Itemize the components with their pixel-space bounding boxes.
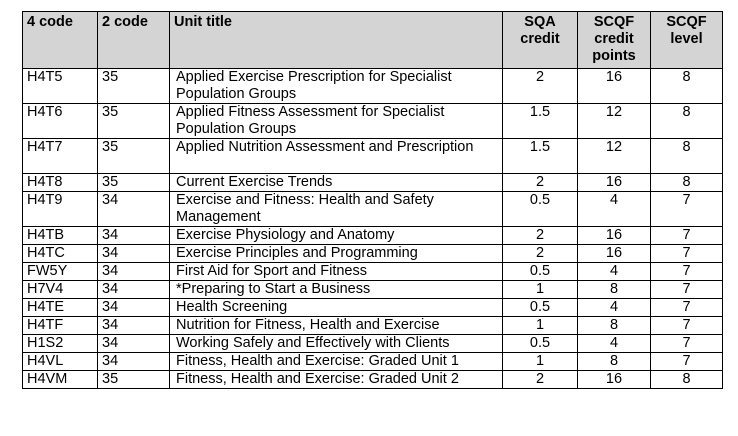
cell-unit-title: Fitness, Health and Exercise: Graded Unit 2 (170, 371, 503, 389)
cell-unit-title: Applied Fitness Assessment for Specialist Population Groups (170, 104, 503, 139)
header-2-code: 2 code (98, 12, 170, 69)
cell-2-code: 35 (98, 139, 170, 174)
cell-scqf-level: 7 (651, 299, 723, 317)
units-table (22, 11, 723, 389)
cell-unit-title: Current Exercise Trends (170, 174, 503, 192)
cell-sqa-credit: 2 (503, 245, 578, 263)
table-row (23, 371, 723, 389)
cell-scqf-level: 7 (651, 227, 723, 245)
cell-scqf-credit-points: 16 (578, 174, 651, 192)
cell-4-code: FW5Y (23, 263, 98, 281)
cell-scqf-credit-points: 12 (578, 104, 651, 139)
header-scqf-level (651, 12, 723, 69)
table-row (23, 104, 723, 139)
table-row (23, 353, 723, 371)
cell-scqf-level: 7 (651, 335, 723, 353)
cell-scqf-level: 8 (651, 69, 723, 104)
cell-unit-title: Exercise and Fitness: Health and Safety Management (170, 192, 503, 227)
cell-sqa-credit: 1 (503, 317, 578, 335)
cell-2-code: 34 (98, 317, 170, 335)
header-row (23, 12, 723, 69)
cell-scqf-credit-points: 16 (578, 227, 651, 245)
table-header (23, 12, 723, 69)
cell-2-code: 35 (98, 104, 170, 139)
cell-scqf-level: 7 (651, 192, 723, 227)
cell-sqa-credit: 0.5 (503, 299, 578, 317)
cell-4-code: H1S2 (23, 335, 98, 353)
header-points-line3: points (592, 48, 636, 64)
cell-2-code: 34 (98, 263, 170, 281)
header-sqa-credit (503, 12, 578, 69)
cell-scqf-credit-points: 16 (578, 69, 651, 104)
cell-scqf-level: 8 (651, 139, 723, 174)
cell-4-code: H7V4 (23, 281, 98, 299)
cell-sqa-credit: 2 (503, 69, 578, 104)
table-body (23, 69, 723, 389)
header-level-line2: level (670, 31, 703, 47)
cell-unit-title: Health Screening (170, 299, 503, 317)
cell-2-code: 34 (98, 281, 170, 299)
cell-2-code: 35 (98, 174, 170, 192)
cell-unit-title: *Preparing to Start a Business (170, 281, 503, 299)
cell-4-code: H4TF (23, 317, 98, 335)
cell-sqa-credit: 1.5 (503, 139, 578, 174)
cell-2-code: 34 (98, 335, 170, 353)
header-level-line1: SCQF (666, 14, 707, 30)
table-row (23, 281, 723, 299)
header-unit-title: Unit title (170, 12, 503, 69)
header-points-line1: SCQF (593, 14, 635, 30)
cell-scqf-level: 7 (651, 245, 723, 263)
cell-4-code: H4TB (23, 227, 98, 245)
cell-2-code: 34 (98, 227, 170, 245)
table-row (23, 227, 723, 245)
cell-sqa-credit: 0.5 (503, 192, 578, 227)
cell-2-code: 34 (98, 245, 170, 263)
cell-scqf-credit-points: 4 (578, 299, 651, 317)
cell-sqa-credit: 1 (503, 281, 578, 299)
table-row (23, 192, 723, 227)
cell-scqf-level: 7 (651, 353, 723, 371)
cell-4-code: H4TC (23, 245, 98, 263)
cell-4-code: H4T9 (23, 192, 98, 227)
cell-scqf-level: 8 (651, 371, 723, 389)
cell-sqa-credit: 0.5 (503, 263, 578, 281)
cell-2-code: 35 (98, 371, 170, 389)
cell-2-code: 34 (98, 299, 170, 317)
cell-4-code: H4T7 (23, 139, 98, 174)
cell-unit-title: Exercise Physiology and Anatomy (170, 227, 503, 245)
table-row (23, 69, 723, 104)
cell-scqf-credit-points: 4 (578, 335, 651, 353)
header-sqa-line2: credit (520, 31, 560, 47)
table-row (23, 263, 723, 281)
cell-2-code: 34 (98, 353, 170, 371)
cell-2-code: 34 (98, 192, 170, 227)
cell-scqf-credit-points: 12 (578, 139, 651, 174)
cell-scqf-credit-points: 4 (578, 263, 651, 281)
cell-unit-title: Fitness, Health and Exercise: Graded Unit 1 (170, 353, 503, 371)
cell-4-code: H4T6 (23, 104, 98, 139)
header-scqf-credit-points (578, 12, 651, 69)
cell-4-code: H4VM (23, 371, 98, 389)
cell-unit-title: First Aid for Sport and Fitness (170, 263, 503, 281)
cell-scqf-credit-points: 4 (578, 192, 651, 227)
cell-sqa-credit: 0.5 (503, 335, 578, 353)
header-sqa-line1: SQA (524, 14, 556, 30)
cell-sqa-credit: 1.5 (503, 104, 578, 139)
table-row (23, 317, 723, 335)
table-row (23, 245, 723, 263)
cell-scqf-level: 8 (651, 104, 723, 139)
cell-scqf-level: 7 (651, 281, 723, 299)
cell-4-code: H4T8 (23, 174, 98, 192)
cell-4-code: H4T5 (23, 69, 98, 104)
cell-4-code: H4VL (23, 353, 98, 371)
cell-scqf-level: 7 (651, 263, 723, 281)
cell-sqa-credit: 2 (503, 174, 578, 192)
table-row (23, 139, 723, 174)
table-row (23, 174, 723, 192)
header-points-line2: credit (594, 31, 634, 47)
cell-sqa-credit: 2 (503, 227, 578, 245)
cell-scqf-credit-points: 8 (578, 353, 651, 371)
cell-unit-title: Applied Exercise Prescription for Specialist Population Groups (170, 69, 503, 104)
cell-scqf-credit-points: 8 (578, 317, 651, 335)
cell-scqf-level: 8 (651, 174, 723, 192)
cell-2-code: 35 (98, 69, 170, 104)
cell-unit-title: Nutrition for Fitness, Health and Exercise (170, 317, 503, 335)
cell-scqf-credit-points: 16 (578, 245, 651, 263)
cell-scqf-credit-points: 16 (578, 371, 651, 389)
cell-sqa-credit: 2 (503, 371, 578, 389)
table-row (23, 299, 723, 317)
cell-scqf-level: 7 (651, 317, 723, 335)
cell-4-code: H4TE (23, 299, 98, 317)
cell-unit-title: Working Safely and Effectively with Clients (170, 335, 503, 353)
table-row (23, 335, 723, 353)
cell-sqa-credit: 1 (503, 353, 578, 371)
header-4-code: 4 code (23, 12, 98, 69)
cell-unit-title: Exercise Principles and Programming (170, 245, 503, 263)
cell-unit-title: Applied Nutrition Assessment and Prescription (170, 139, 503, 174)
cell-scqf-credit-points: 8 (578, 281, 651, 299)
